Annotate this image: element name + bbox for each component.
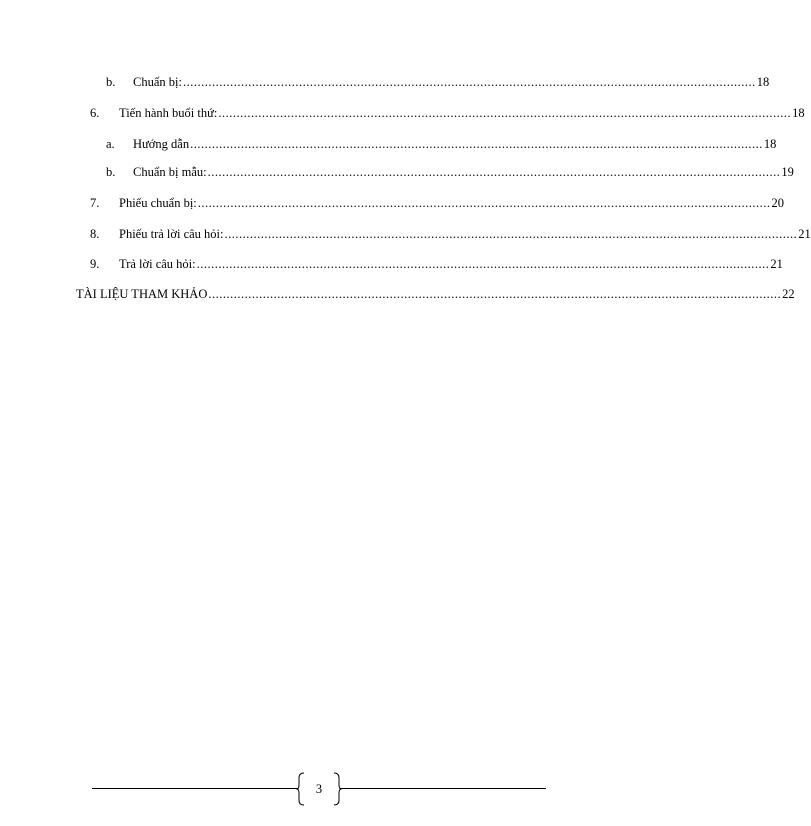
- toc-entry[interactable]: [0, 255, 783, 273]
- page-number-bracket: [296, 772, 342, 806]
- toc-entry-number: 8.: [90, 227, 100, 241]
- toc-entry-page: 19: [781, 165, 794, 179]
- toc-leader-dots: ..............................................................................................................................................................: [224, 227, 798, 241]
- toc-leader-dots: ..............................................................................................................................................................: [190, 137, 763, 151]
- page-number: 3: [315, 782, 323, 796]
- toc-entry-page: 20: [771, 196, 785, 210]
- toc-entry[interactable]: [0, 135, 777, 153]
- toc-entry-title: Trả lời câu hỏi:: [119, 257, 196, 271]
- toc-entry-page: 18: [792, 106, 805, 120]
- toc-entry[interactable]: [0, 225, 811, 243]
- toc-entry-page: 18: [756, 75, 770, 89]
- toc-entry-page: 21: [798, 227, 811, 241]
- footer-rule-right: [340, 788, 546, 789]
- toc-leader-dots: ..............................................................................................................................................................: [182, 75, 756, 89]
- toc-entry-title: Chuẩn bị mẫu:: [133, 165, 207, 179]
- toc-entry-page: 21: [770, 257, 783, 271]
- toc-entry-number: b.: [106, 165, 116, 179]
- toc-entry-number: a.: [106, 137, 115, 151]
- toc-entry-number: 7.: [90, 196, 100, 210]
- toc-leader-dots: ..............................................................................................................................................................: [208, 287, 782, 301]
- toc-entry-title: Phiếu trả lời câu hỏi:: [119, 227, 224, 241]
- toc-entry-title: Tiến hành buổi thứ:: [119, 106, 218, 120]
- toc-entry-page: 22: [782, 287, 795, 301]
- toc-entry-title: Chuẩn bị:: [133, 75, 182, 89]
- footer-rule-left: [92, 788, 298, 789]
- toc-entry-title: Hướng dẫn: [133, 137, 190, 151]
- toc-entry[interactable]: [0, 163, 794, 181]
- toc-entry[interactable]: [0, 194, 785, 212]
- toc-entry-title: TÀI LIỆU THAM KHẢO: [76, 287, 208, 301]
- toc-entry-number: 6.: [90, 106, 100, 120]
- toc-entry[interactable]: [0, 285, 795, 303]
- toc-leader-dots: ..............................................................................................................................................................: [218, 106, 792, 120]
- toc-leader-dots: ..............................................................................................................................................................: [196, 257, 770, 271]
- toc-entry-number: 9.: [90, 257, 100, 271]
- toc-entry[interactable]: [0, 104, 805, 122]
- toc-entry-number: b.: [106, 75, 116, 89]
- toc-entry-title: Phiếu chuẩn bị:: [119, 196, 197, 210]
- toc-leader-dots: ..............................................................................................................................................................: [197, 196, 771, 210]
- toc-leader-dots: ..............................................................................................................................................................: [207, 165, 781, 179]
- toc-entry[interactable]: [0, 73, 770, 91]
- toc-entry-page: 18: [763, 137, 777, 151]
